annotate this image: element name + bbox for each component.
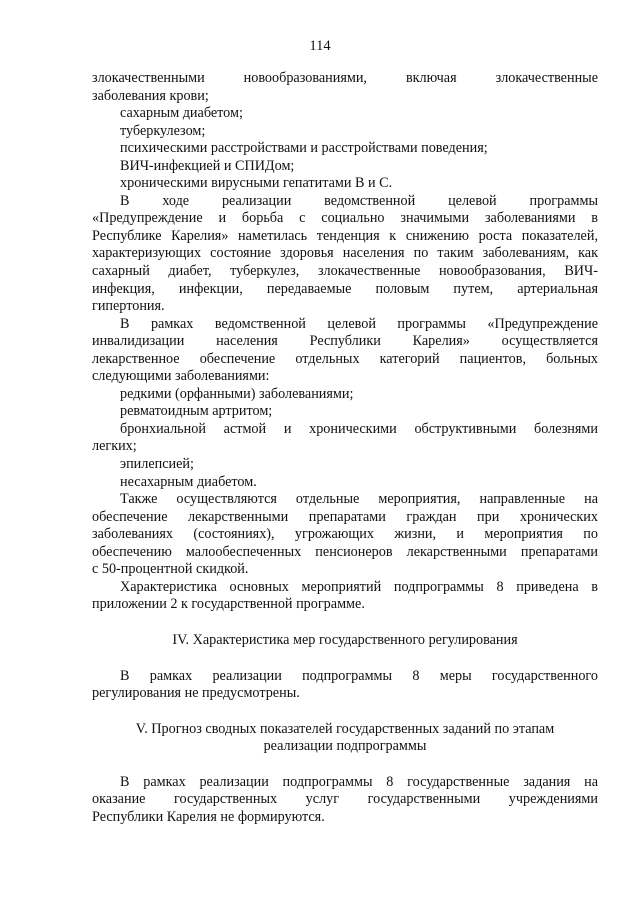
text-line: В рамках реализации подпрограммы 8 государственные задания на	[120, 773, 598, 790]
list-item: сахарным диабетом;	[120, 105, 243, 122]
list-item: хроническими вирусными гепатитами В и С.	[120, 175, 393, 192]
list-item: бронхиальной астмой и хроническими обструктивными болезнями	[120, 420, 598, 437]
text-line: обеспечение лекарственными препаратами граждан при хронических	[92, 508, 598, 525]
text-line: злокачественными новообразованиями, включая злокачественные	[92, 70, 598, 86]
text-line: В ходе реализации ведомственной целевой программы	[120, 192, 598, 209]
text-line: сахарный диабет, туберкулез, злокачественные новообразования, ВИЧ-	[92, 263, 598, 280]
section-heading-iv: IV. Характеристика мер государственного регулирования	[172, 631, 518, 648]
document-body	[92, 70, 598, 826]
list-item: несахарным диабетом.	[120, 473, 257, 490]
text-line: приложении 2 к государственной программе.	[92, 596, 365, 613]
text-line: В рамках ведомственной целевой программы «Предупреждение	[120, 315, 598, 332]
text-line: характеризующих состояние здоровья населения по таким заболеваниям, как	[92, 245, 598, 262]
text-line: гипертония.	[92, 298, 165, 315]
text-line: «Предупреждение и борьба с социально значимыми заболеваниями в	[92, 210, 598, 227]
list-item: психическими расстройствами и расстройствами поведения;	[120, 140, 488, 157]
list-item: редкими (орфанными) заболеваниями;	[120, 385, 354, 402]
list-item: туберкулезом;	[120, 122, 206, 139]
text-line: В рамках реализации подпрограммы 8 меры государственного	[120, 667, 598, 684]
text-line: лекарственное обеспечение отдельных категорий пациентов, больных	[92, 350, 598, 367]
text-line: инвалидизации населения Республики Карелия» осуществляется	[92, 333, 598, 350]
text-line: легких;	[92, 438, 137, 455]
text-line: оказание государственных услуг государственными учреждениями	[92, 791, 598, 808]
list-item: ВИЧ-инфекцией и СПИДом;	[120, 157, 295, 174]
text-line: инфекция, инфекции, передаваемые половым путем, артериальная	[92, 280, 598, 297]
section-heading-v-continued: реализации подпрограммы	[263, 738, 427, 755]
text-line: следующими заболеваниями:	[92, 368, 270, 385]
list-item: ревматоидным артритом;	[120, 403, 273, 420]
text-line: Также осуществляются отдельные мероприятия, направленные на	[120, 491, 598, 508]
page-number: 114	[309, 38, 331, 54]
text-line: регулирования не предусмотрены.	[92, 685, 300, 702]
text-line: заболевания крови;	[92, 87, 209, 104]
text-line: с 50-процентной скидкой.	[92, 561, 249, 578]
text-line: заболеваниях (состояниях), угрожающих жизни, и мероприятия по	[92, 526, 598, 543]
list-item: эпилепсией;	[120, 456, 194, 473]
section-heading-v: V. Прогноз сводных показателей государственных заданий по этапам	[135, 720, 555, 737]
text-line: Республике Карелия» наметилась тенденция к снижению роста показателей,	[92, 227, 598, 244]
text-line: Республики Карелия не формируются.	[92, 808, 325, 825]
text-line: Характеристика основных мероприятий подпрограммы 8 приведена в	[120, 578, 598, 595]
text-line: обеспечению малообеспеченных пенсионеров лекарственными препаратами	[92, 543, 598, 560]
